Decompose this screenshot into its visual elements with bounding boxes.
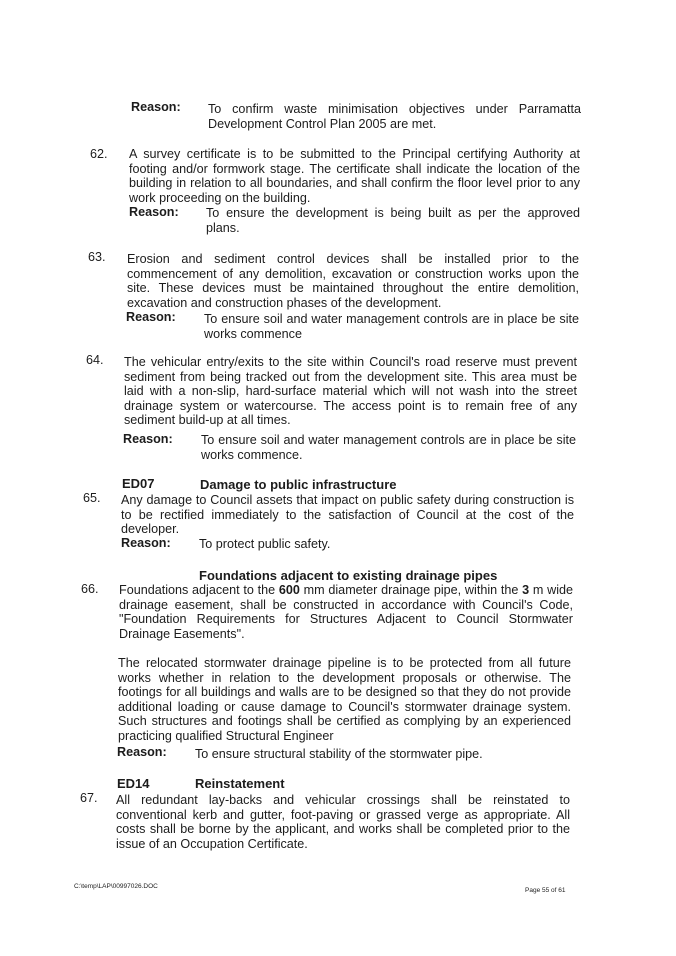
reason-text-65: To protect public safety. xyxy=(199,537,331,551)
item-text-67: All redundant lay-backs and vehicular crossings shall be reinstated to conventional kerb and gutter, foot-paving or grassed verge as appropriate. All costs shall be borne by the applicant, and works shall be completed prior to the issue of an Occupation Certificate. xyxy=(116,793,570,851)
reason-label: Reason: xyxy=(121,536,171,550)
reason-text-64: To ensure soil and water management controls are in place be site works commence. xyxy=(201,433,576,462)
section-code-ed07: ED07 xyxy=(122,476,155,491)
reason-text-62: To ensure the development is being built as per the approved plans. xyxy=(206,206,580,235)
item-text-62: A survey certificate is to be submitted to the Principal certifying Authority at footing and/or formwork stage. The certificate shall indicate the location of the building in relation to all boundaries, and shall confirm the floor level prior to any work proceeding on the building. xyxy=(129,147,580,205)
item-text-64: The vehicular entry/exits to the site within Council's road reserve must prevent sediment from being tracked out from the development site. This area must be laid with a non-slip, hard-surface material which will not wash into the street drainage system or watercourse. The access point is to remain free of any sediment build-up at all times. xyxy=(124,355,577,428)
item-number-62: 62. xyxy=(90,147,108,161)
section-heading-damage: Damage to public infrastructure xyxy=(200,477,397,492)
reason-text-66: To ensure structural stability of the stormwater pipe. xyxy=(195,747,483,761)
section-heading-foundations: Foundations adjacent to existing drainage pipes xyxy=(199,568,498,583)
section-code-ed14: ED14 xyxy=(117,776,150,791)
footer-page-number: Page 55 of 61 xyxy=(525,887,566,894)
item-number-63: 63. xyxy=(88,250,106,264)
item-text-63: Erosion and sediment control devices shall be installed prior to the commencement of any demolition, excavation or construction works upon the site. These devices must be maintained throughout the entire demolition, excavation and construction phases of the development. xyxy=(127,252,579,310)
item-text-65: Any damage to Council assets that impact on public safety during construction is to be rectified immediately to the satisfaction of Council at the cost of the developer. xyxy=(121,493,574,537)
reason-label: Reason: xyxy=(126,310,176,324)
reason-label: Reason: xyxy=(129,205,179,219)
section-heading-reinstatement: Reinstatement xyxy=(195,776,285,791)
item-text-66-second: The relocated stormwater drainage pipeline is to be protected from all future works whether in relation to the development proposals or otherwise. The footings for all buildings and walls are to be designed so that they do not provide additional loading or cause damage to Council's stormwater drainage system. Such structures and footings shall be certified as complying by an experienced practicing qualified Structural Engineer xyxy=(118,656,571,743)
item-number-64: 64. xyxy=(86,353,104,367)
footer-file-path: C:\temp\LAP\00997026.DOC xyxy=(74,883,158,890)
reason-label: Reason: xyxy=(117,745,167,759)
reason-text-63: To ensure soil and water management controls are in place be site works commence xyxy=(204,312,579,341)
item-number-66: 66. xyxy=(81,582,99,596)
item-number-67: 67. xyxy=(80,791,98,805)
reason-label: Reason: xyxy=(131,100,181,114)
item-text-66: Foundations adjacent to the 600 mm diameter drainage pipe, within the 3 m wide drainage easement, shall be constructed in accordance with Council's Code, "Foundation Requirements for Structures Adjacent to Council Stormwater Drainage Easements". xyxy=(119,583,573,641)
reason-label: Reason: xyxy=(123,432,173,446)
reason-text-61: To confirm waste minimisation objectives under Parramatta Development Control Plan 2005 are met. xyxy=(208,102,581,131)
item-number-65: 65. xyxy=(83,491,101,505)
